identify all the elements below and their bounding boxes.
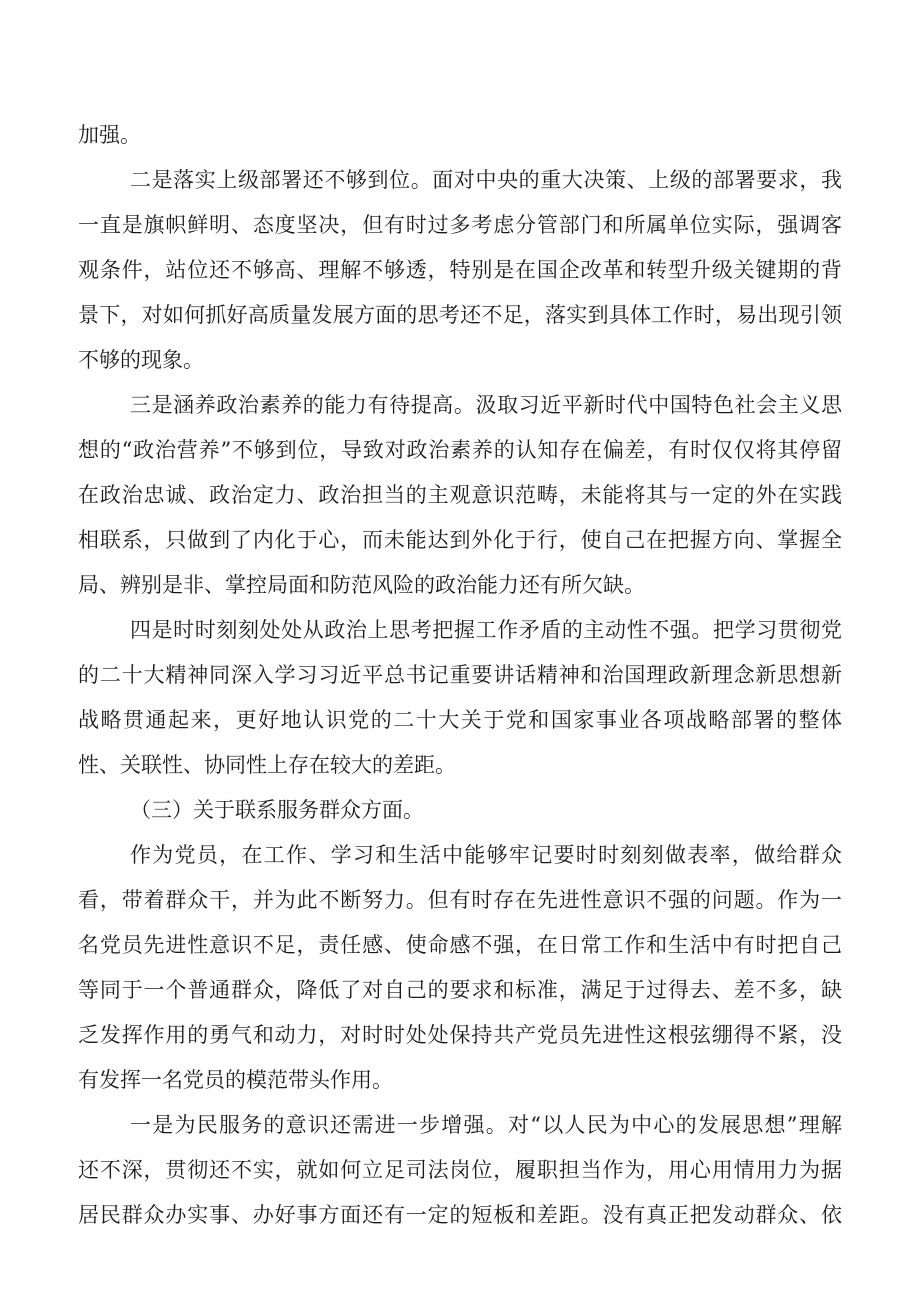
text-line: 相联系，只做到了内化于心，而未能达到外化于行，使自己在把握方向、掌握全: [78, 528, 842, 552]
text-line: 等同于一个普通群众，降低了对自己的要求和标准，满足于过得去、差不多，缺: [78, 978, 842, 1002]
text-line: 在政治忠诚、政治定力、政治担当的主观意识范畴，未能将其与一定的外在实践: [78, 483, 842, 507]
section-heading: （三）关于联系服务群众方面。: [130, 798, 424, 822]
text-line: 观条件，站位还不够高、理解不够透，特别是在国企改革和转型升级关键期的背: [78, 258, 842, 282]
paragraph-first-line: 四是时时刻刻处处从政治上思考把握工作矛盾的主动性不强。把学习贯彻党: [130, 618, 842, 642]
text-line: 的二十大精神同深入学习习近平总书记重要讲话精神和治国理政新理念新思想新: [78, 663, 842, 687]
paragraph-first-line: 一是为民服务的意识还需进一步增强。对“以人民为中心的发展思想”理解: [130, 1113, 842, 1137]
text-line: 乏发挥作用的勇气和动力，对时时处处保持共产党员先进性这根弦绷得不紧，没: [78, 1023, 842, 1047]
text-line: 想的“政治营养”不够到位，导致对政治素养的认知存在偏差，有时仅仅将其停留: [78, 438, 842, 462]
text-line: 性、关联性、协同性上存在较大的差距。: [78, 753, 456, 777]
text-line: 居民群众办实事、办好事方面还有一定的短板和差距。没有真正把发动群众、依: [78, 1203, 842, 1227]
text-line: 看，带着群众干，并为此不断努力。但有时存在先进性意识不强的问题。作为一: [78, 888, 842, 912]
text-line: 战略贯通起来，更好地认识党的二十大关于党和国家事业各项战略部署的整体: [78, 708, 842, 732]
text-line: 景下，对如何抓好高质量发展方面的思考还不足，落实到具体工作时，易出现引领: [78, 303, 842, 327]
paragraph-first-line: 作为党员，在工作、学习和生活中能够牢记要时时刻刻做表率，做给群众: [130, 843, 842, 867]
text-line: 有发挥一名党员的模范带头作用。: [78, 1068, 393, 1092]
text-line: 局、辨别是非、掌控局面和防范风险的政治能力还有所欠缺。: [78, 573, 645, 597]
text-line: 一直是旗帜鲜明、态度坚决，但有时过多考虑分管部门和所属单位实际，强调客: [78, 213, 842, 237]
paragraph-first-line: 二是落实上级部署还不够到位。面对中央的重大决策、上级的部署要求，我: [130, 168, 842, 192]
text-line: 名党员先进性意识不足，责任感、使命感不强，在日常工作和生活中有时把自己: [78, 933, 842, 957]
text-line: 加强。: [78, 123, 141, 147]
text-line: 还不深，贯彻还不实，就如何立足司法岗位，履职担当作为，用心用情用力为据: [78, 1158, 842, 1182]
text-line: 不够的现象。: [78, 348, 204, 372]
paragraph-first-line: 三是涵养政治素养的能力有待提高。汲取习近平新时代中国特色社会主义思: [130, 393, 842, 417]
